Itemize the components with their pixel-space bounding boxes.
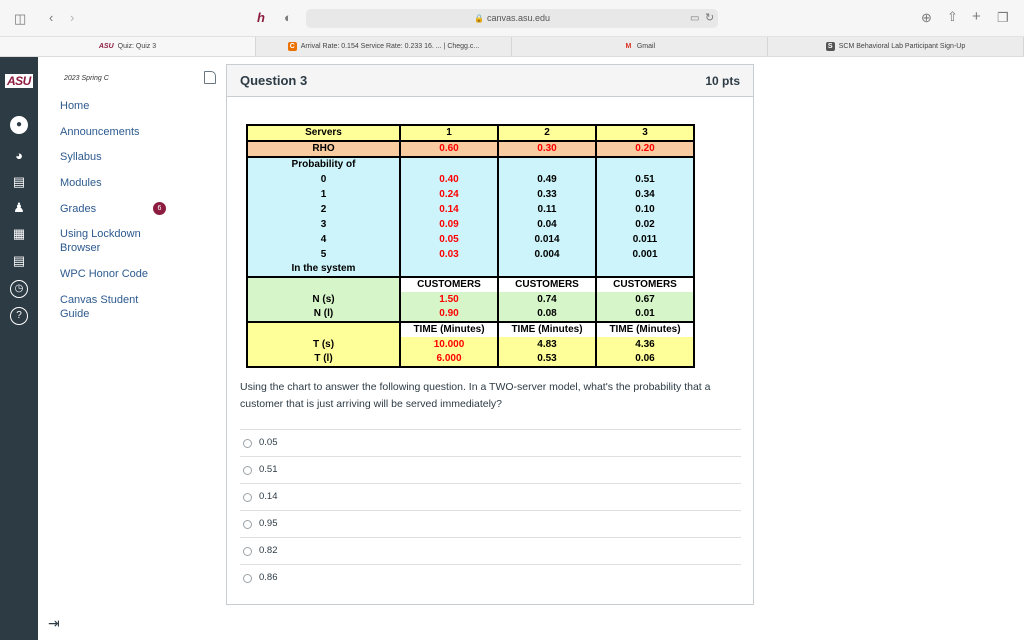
tab-overview-icon[interactable]: ❐ — [997, 10, 1009, 25]
sidebar-toggle-icon[interactable]: ◫ — [14, 11, 27, 26]
answer-label[interactable]: 0.14 — [259, 491, 278, 502]
answer-radio[interactable] — [243, 493, 252, 502]
answer-label[interactable]: 0.51 — [259, 464, 278, 475]
groups-icon[interactable]: ♟ — [13, 200, 25, 215]
course-nav-home[interactable]: Home — [60, 100, 90, 112]
reload-icon[interactable]: ↻ — [705, 12, 715, 24]
question-document-icon — [204, 71, 216, 84]
in-system-label: In the system — [247, 262, 400, 277]
course-nav-syllabus[interactable]: Syllabus — [60, 151, 102, 163]
table-row: 4 0.05 0.014 0.011 — [247, 232, 694, 247]
dashboard-icon[interactable]: ◕ — [15, 148, 23, 163]
answer-option[interactable] — [240, 564, 741, 591]
servers-label: Servers — [247, 125, 400, 141]
table-row — [247, 125, 694, 141]
browser-toolbar — [0, 0, 1024, 37]
tab-quiz[interactable] — [0, 37, 256, 56]
address-bar[interactable] — [306, 9, 718, 28]
question-title: Question 3 — [240, 73, 308, 88]
table-row: T (s) 10.000 4.83 4.36 — [247, 337, 694, 352]
question-panel — [226, 64, 754, 605]
table-row: N (s) 1.50 0.74 0.67 — [247, 292, 694, 307]
probability-label: Probability of — [247, 157, 400, 172]
customers-header: CUSTOMERS — [596, 277, 694, 292]
table-row: 5 0.03 0.004 0.001 — [247, 247, 694, 262]
answer-option[interactable] — [240, 483, 741, 510]
tab-label: Quiz: Quiz 3 — [117, 43, 157, 50]
answer-label[interactable]: 0.95 — [259, 518, 278, 529]
answer-radio[interactable] — [243, 547, 252, 556]
downloads-icon[interactable]: ⊕ — [921, 10, 932, 25]
account-icon[interactable]: ● — [10, 116, 28, 134]
time-header: TIME (Minutes) — [400, 322, 498, 337]
hypothesis-extension-icon[interactable]: h — [257, 10, 265, 25]
ns-label: N (s) — [247, 292, 400, 307]
share-icon[interactable]: ⇧ — [947, 9, 958, 24]
answer-option[interactable] — [240, 510, 741, 537]
chegg-favicon: C — [289, 43, 295, 50]
answer-option[interactable] — [240, 456, 741, 483]
rho-cell: 0.60 — [400, 141, 498, 157]
answer-radio[interactable] — [243, 466, 252, 475]
term-label: 2023 Spring C — [64, 75, 109, 82]
table-row — [247, 157, 694, 172]
table-row — [247, 262, 694, 277]
answer-option[interactable] — [240, 537, 741, 564]
tab-gmail[interactable] — [512, 37, 768, 56]
table-row: 3 0.09 0.04 0.02 — [247, 217, 694, 232]
reader-icon[interactable]: ▭ — [690, 13, 700, 24]
answer-radio[interactable] — [243, 574, 252, 583]
answer-radio[interactable] — [243, 520, 252, 529]
answer-label[interactable]: 0.86 — [259, 572, 278, 583]
grades-badge: 6 — [153, 202, 166, 215]
course-navigation — [38, 57, 224, 640]
course-nav-student-guide[interactable]: Canvas Student Guide — [60, 294, 139, 320]
course-nav-honor-code[interactable]: WPC Honor Code — [60, 268, 149, 280]
server-count-cell: 2 — [498, 125, 596, 141]
answer-label[interactable]: 0.05 — [259, 437, 278, 448]
course-nav-grades[interactable]: Grades — [60, 203, 97, 215]
ts-label: T (s) — [247, 337, 400, 352]
time-header: TIME (Minutes) — [596, 322, 694, 337]
tab-label: SCM Behavioral Lab Participant Sign-Up — [838, 43, 966, 50]
forward-icon[interactable]: › — [70, 10, 75, 25]
answer-radio[interactable] — [243, 439, 252, 448]
tab-label: Gmail — [636, 43, 656, 50]
table-row: 1 0.24 0.33 0.34 — [247, 187, 694, 202]
help-icon[interactable]: ? — [10, 307, 28, 325]
customers-header: CUSTOMERS — [498, 277, 596, 292]
history-icon[interactable]: ◷ — [10, 280, 28, 298]
table-row — [247, 141, 694, 157]
queuing-data-table — [246, 124, 695, 368]
course-nav-modules[interactable]: Modules — [60, 177, 102, 189]
sona-favicon: S — [826, 42, 835, 51]
tq-label: T (l) — [247, 352, 400, 367]
courses-icon[interactable]: ▤ — [12, 174, 26, 189]
new-tab-icon[interactable]: + — [972, 8, 981, 25]
tab-scm[interactable] — [768, 37, 1024, 56]
global-navigation — [0, 57, 38, 640]
gmail-favicon: M — [625, 43, 632, 50]
tab-label: Arrival Rate: 0.154 Service Rate: 0.233 16. ... | Chegg.c... — [300, 43, 480, 50]
customers-header: CUSTOMERS — [400, 277, 498, 292]
answer-label[interactable]: 0.82 — [259, 545, 278, 556]
question-header — [227, 65, 753, 97]
rho-cell: 0.30 — [498, 141, 596, 157]
url-text: canvas.asu.edu — [486, 13, 550, 23]
tab-bar — [0, 37, 1024, 57]
course-nav-lockdown-browser[interactable]: Using Lockdown Browser — [60, 228, 141, 254]
privacy-shield-icon[interactable]: ◐ — [284, 10, 292, 25]
table-row: N (l) 0.90 0.08 0.01 — [247, 307, 694, 322]
rho-label: RHO — [247, 141, 400, 157]
nq-label: N (l) — [247, 307, 400, 322]
answer-option[interactable] — [240, 429, 741, 456]
course-nav-announcements[interactable]: Announcements — [60, 126, 140, 138]
back-icon[interactable]: ‹ — [49, 10, 54, 25]
server-count-cell: 1 — [400, 125, 498, 141]
rho-cell: 0.20 — [596, 141, 694, 157]
table-row — [247, 322, 694, 337]
table-row: 2 0.14 0.11 0.10 — [247, 202, 694, 217]
inbox-icon[interactable]: ▤ — [12, 253, 26, 268]
time-header: TIME (Minutes) — [498, 322, 596, 337]
table-row: 0 0.40 0.49 0.51 — [247, 172, 694, 187]
tab-chegg[interactable] — [256, 37, 512, 56]
asu-logo[interactable]: ASU — [7, 74, 31, 88]
lock-icon: 🔒 — [473, 14, 484, 23]
calendar-icon[interactable]: ▦ — [12, 226, 26, 241]
collapse-nav-icon[interactable]: ⇥ — [48, 615, 60, 631]
table-row: T (l) 6.000 0.53 0.06 — [247, 352, 694, 367]
question-points: 10 pts — [705, 74, 740, 88]
question-text: Using the chart to answer the following question. In a TWO-server model, what's the probability that a customer that is just arriving will be served immediately? — [240, 381, 711, 410]
asu-favicon: ASU — [98, 43, 114, 50]
server-count-cell: 3 — [596, 125, 694, 141]
table-row — [247, 277, 694, 292]
